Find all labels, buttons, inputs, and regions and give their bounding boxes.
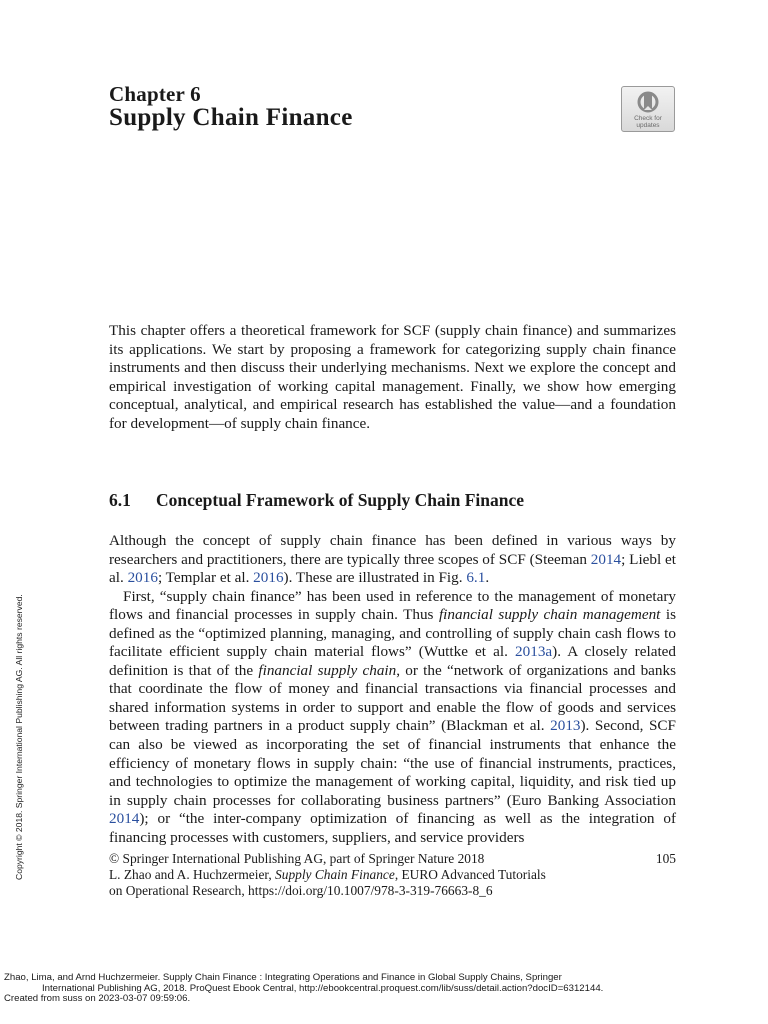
citation-link[interactable]: 2013a [515, 643, 553, 661]
footer-copyright: © Springer International Publishing AG, part of Springer Nature 2018 [109, 851, 485, 866]
check-for-updates-badge[interactable] [621, 86, 675, 132]
body-text [109, 532, 676, 847]
text-run: ; Templar et al. [157, 569, 254, 587]
page-number: 105 [655, 851, 676, 866]
footer-series: , EURO Advanced Tutorials [394, 866, 546, 882]
text-run: . [485, 569, 490, 587]
paragraph [109, 588, 676, 848]
text-run: , or the “network of organizations and banks that coordinate the flow of money and financial transactions via financial processes and shared information systems in order to support and enable the flow of goods and services between trading partners in a product supply chain” (Blackman et al. [109, 661, 676, 735]
citation-link[interactable]: 2016 [127, 569, 158, 587]
check-for-updates-line2: updates [636, 122, 660, 129]
text-run: ). A closely related definition is that of the [109, 643, 676, 679]
section-heading [109, 490, 524, 511]
text-run: ; Liebl et al. [109, 550, 676, 587]
section-number: 6.1 [109, 490, 131, 510]
emphasis-term: financial supply chain management [438, 606, 661, 624]
paragraph [109, 532, 676, 588]
citation-link[interactable]: 2014 [109, 810, 140, 828]
citation-link[interactable]: 2013 [550, 717, 581, 735]
text-run: ). These are illustrated in Fig. [283, 569, 467, 587]
citation-link[interactable]: 2016 [253, 569, 284, 587]
section-title: Conceptual Framework of Supply Chain Finance [156, 490, 525, 510]
proquest-citation [4, 973, 764, 1005]
proquest-line[interactable]: International Publishing AG, 2018. ProQuest Ebook Central, http://ebookcentral.proquest.com/lib/suss/detail.action?docID=6312144. [42, 982, 604, 994]
check-for-updates-line1: Check for [634, 115, 662, 122]
footer-doi[interactable]: on Operational Research, https://doi.org/10.1007/978-3-319-76663-8_6 [109, 882, 493, 898]
chapter-abstract: This chapter offers a theoretical framework for SCF (supply chain finance) and summarizes its applications. We start by proposing a framework for categorizing supply chain finance instruments and then discuss their underlying mechanisms. Next we explore the concept and empirical investigation of working capital management. Finally, we show how emerging conceptual, analytical, and empirical research has established the value—and a foundation for development—of supply chain finance. [109, 322, 676, 432]
text-run: ); or “the inter-company optimization of financing as well as the integration of financing processes with customers, suppliers, and service providers [109, 810, 676, 846]
figure-link[interactable]: 6.1 [466, 569, 486, 587]
side-copyright [14, 594, 28, 880]
chapter-title: Supply Chain Finance [109, 104, 353, 131]
text-run: ). Second, SCF can also be viewed as incorporating the set of financial instruments that enhance the efficiency of monetary flows in supply chain: “the use of financial instruments, practices, and technologies to optimize the management of working capital, liquidity, and risk tied up in supply chain processes for collaborating business partners” (Euro Banking Association [109, 717, 677, 809]
text-run: First, “supply chain finance” has been used in reference to the management of monetary flows and financial processes in supply chain. Thus [109, 587, 676, 624]
proquest-line: Zhao, Lima, and Arnd Huchzermeier. Supply Chain Finance : Integrating Operations and Finance in Global Supply Chains, Springer [4, 972, 562, 983]
footer-authors: L. Zhao and A. Huchzermeier, [109, 866, 276, 882]
proquest-line: Created from suss on 2023-03-07 09:59:06. [4, 993, 191, 1005]
page-footer [109, 851, 676, 898]
side-copyright-text: Copyright © 2018. Springer International Publishing AG. All rights reserved. [14, 594, 24, 880]
emphasis-term: financial supply chain [258, 661, 397, 679]
text-run: is defined as the “optimized planning, managing, and controlling of supply chain cash flows to facilitate efficient supply chain material flows” (Wuttke et al. [109, 606, 676, 661]
text-run: Although the concept of supply chain finance has been defined in various ways by researchers and practitioners, there are typically three scopes of SCF (Steeman [109, 532, 676, 568]
citation-link[interactable]: 2014 [590, 550, 622, 568]
check-for-updates-icon [635, 91, 661, 115]
footer-book-title: Supply Chain Finance [275, 866, 395, 882]
chapter-label: Chapter 6 [109, 82, 201, 106]
